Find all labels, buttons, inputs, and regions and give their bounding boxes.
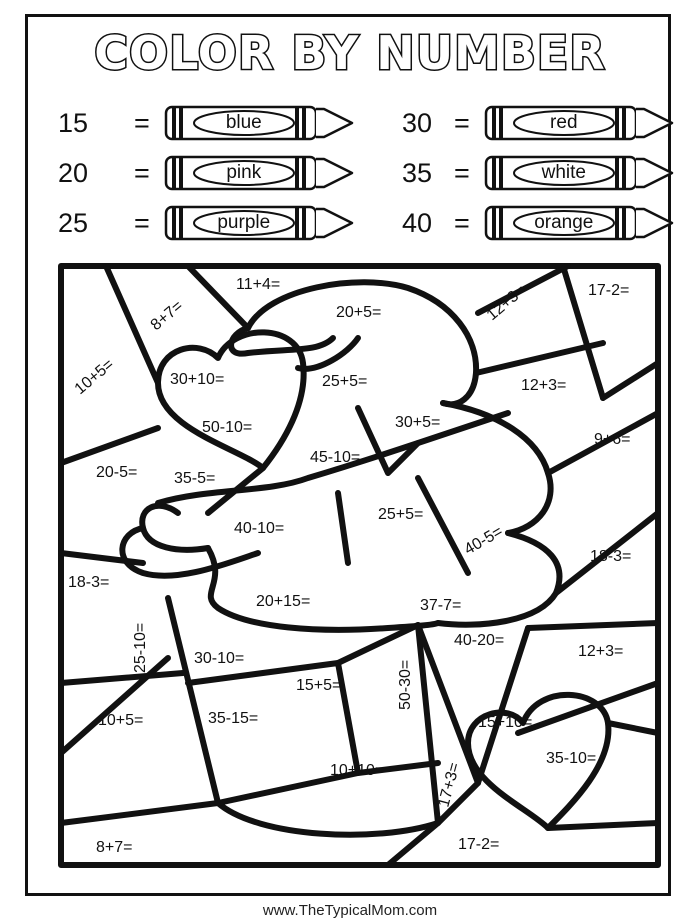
math-problem: 20+5=: [336, 304, 382, 321]
key-number: 40: [402, 207, 433, 238]
math-problem: 17-2=: [458, 836, 500, 853]
math-problem: 20-5=: [96, 464, 138, 481]
math-problem: 35-10=: [546, 750, 597, 767]
crayon-icon: [164, 151, 354, 195]
math-problem-labels: [68, 276, 631, 856]
math-problem: 20+15=: [256, 593, 311, 610]
math-problem: 30+5=: [395, 414, 441, 431]
math-problem: 9+6=: [594, 431, 631, 448]
math-problem: 18-3=: [590, 548, 632, 565]
key-equals: =: [454, 207, 470, 238]
math-problem: 18-3=: [68, 574, 110, 591]
math-problem: 11+4=: [236, 276, 281, 293]
math-problem: 15+5=: [296, 677, 342, 694]
cupcake-coloring-picture: [58, 263, 661, 868]
math-problem: 40-20=: [454, 632, 505, 649]
math-problem: 25+5=: [378, 506, 424, 523]
key-number: 30: [402, 107, 433, 138]
footer-website: www.TheTypicalMom.com: [262, 902, 438, 919]
key-equals: =: [134, 157, 150, 188]
crayon-label: white: [541, 162, 586, 183]
math-problem: 45-10=: [310, 449, 361, 466]
crayon-icon: [484, 201, 674, 245]
color-key-row: [402, 101, 674, 145]
math-problem: 8+7=: [147, 297, 187, 335]
crayon-label: purple: [217, 212, 271, 233]
crayon-icon: [484, 151, 674, 195]
key-number: 25: [58, 207, 89, 238]
key-equals: =: [134, 207, 150, 238]
math-problem: 30+10=: [170, 371, 225, 388]
math-problem: 35-5=: [174, 470, 216, 487]
crayon-icon: [164, 201, 354, 245]
math-problem: 10+5=: [98, 712, 144, 729]
crayon-label: blue: [225, 112, 262, 133]
color-key-row: [402, 201, 674, 245]
color-key-row: [58, 151, 354, 195]
math-problem: 8+7=: [96, 839, 133, 856]
math-problem: 17+3=: [435, 760, 464, 810]
key-equals: =: [454, 107, 470, 138]
math-problem: 12+3=: [578, 643, 624, 660]
math-problem: 17-2=: [588, 282, 630, 299]
math-problem: 25-10=: [132, 622, 149, 673]
key-number: 15: [58, 107, 89, 138]
key-number: 35: [402, 157, 433, 188]
crayon-icon: [484, 101, 674, 145]
math-problem: 25+5=: [322, 373, 368, 390]
page-title: COLOR BY NUMBER: [94, 26, 606, 80]
math-problem: 12+3=: [521, 377, 567, 394]
key-equals: =: [454, 157, 470, 188]
color-key-row: [58, 201, 354, 245]
math-problem: 35-15=: [208, 710, 259, 727]
crayon-label: red: [550, 112, 578, 133]
math-problem: 30-10=: [194, 650, 245, 667]
math-problem: 10+10=: [330, 762, 385, 779]
crayon-label: orange: [534, 212, 594, 233]
math-problem: 40-10=: [234, 520, 285, 537]
math-problem: 40-5=: [461, 523, 506, 559]
key-number: 20: [58, 157, 89, 188]
key-equals: =: [134, 107, 150, 138]
math-problem: 50-30=: [397, 659, 414, 710]
math-problem: 12+3=: [483, 281, 530, 325]
crayon-label: pink: [226, 162, 262, 183]
math-problem: 37-7=: [420, 597, 462, 614]
math-problem: 15+10=: [478, 714, 533, 731]
color-key-row: [402, 151, 674, 195]
math-problem: 50-10=: [202, 419, 253, 436]
crayon-icon: [164, 101, 354, 145]
math-problem: 10+5=: [71, 355, 118, 399]
color-key-row: [58, 101, 354, 145]
